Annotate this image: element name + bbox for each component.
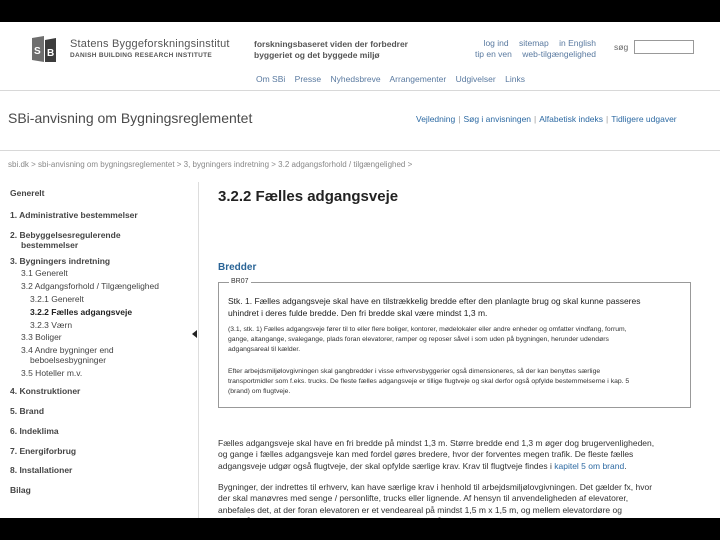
- top-black-bar: [0, 0, 720, 22]
- utility-links-row-1: [450, 38, 596, 49]
- org-name: Statens Byggeforskningsinstitut: [70, 38, 230, 50]
- sidebar-item-5[interactable]: 5. Brand: [10, 406, 45, 416]
- separator: |: [534, 114, 537, 124]
- org-subtitle: DANISH BUILDING RESEARCH INSTITUTE: [70, 52, 213, 59]
- note-line: Efter arbejdsmiljølovgivningen skal gangbredder i visse erhvervsbyggerier også dimensioneres, så der kan benyttes særlige: [228, 368, 601, 375]
- requirement-note: [228, 367, 684, 397]
- sbi-logo[interactable]: [30, 34, 58, 64]
- current-page-arrow-icon: [192, 330, 197, 338]
- note-line: (brand) om flugtveje.: [228, 388, 291, 395]
- nav-newsletters-link[interactable]: Nyhedsbreve: [330, 74, 381, 84]
- sidebar-item-3-3[interactable]: 3.3 Boliger: [21, 332, 62, 342]
- browser-page: [0, 22, 720, 518]
- guide-link-earlier-editions[interactable]: Tidligere udgaver: [611, 114, 677, 124]
- sidebar-item-3[interactable]: 3. Bygningers indretning: [10, 256, 111, 266]
- sidebar-item-4[interactable]: 4. Konstruktioner: [10, 386, 81, 396]
- nav-publications-link[interactable]: Udgivelser: [455, 74, 496, 84]
- sidebar-item-8[interactable]: 8. Installationer: [10, 465, 73, 475]
- paragraph-line: [218, 461, 696, 472]
- separator: |: [458, 114, 461, 124]
- sidebar-item-3-4-cont[interactable]: beboelsesbygninger: [30, 355, 107, 365]
- nav-links-link[interactable]: Links: [505, 74, 525, 84]
- top-navigation: [256, 74, 532, 84]
- paragraph-text: adgangsveje udgør også flugtveje, der skal opfylde særlige krav. Krav til flugtveje findes i: [218, 460, 555, 471]
- guide-navigation: [416, 114, 677, 124]
- nav-press-link[interactable]: Presse: [294, 74, 322, 84]
- sidebar-item-3-5[interactable]: 3.5 Hoteller m.v.: [21, 368, 83, 378]
- paragraph-line: og gange i fælles adgangsveje kan med fordel gøres bredere, hvor der forventes megen trafik. De fleste fælles: [218, 449, 634, 460]
- sidebar-item-2[interactable]: 2. Bebyggelsesregulerende: [10, 230, 121, 240]
- nav-events-link[interactable]: Arrangementer: [389, 74, 447, 84]
- sidebar-item-3-2-2[interactable]: 3.2.2 Fælles adgangsveje: [30, 307, 133, 317]
- note-line: (3.1, stk. 1) Fælles adgangsveje fører til to eller flere boliger, kontorer, mødelokaler eller andre enheder og omfatter vindfang, forrum,: [228, 326, 627, 333]
- tell-a-friend-link[interactable]: tip en ven: [475, 49, 512, 59]
- utility-links-row-2: [450, 49, 596, 60]
- nav-about-link[interactable]: Om SBi: [256, 74, 286, 84]
- sidebar-item-6[interactable]: 6. Indeklima: [10, 426, 59, 436]
- note-line: transportmidler som f.eks. trucks. De fleste fælles adgangsveje er tillige flugtveje og skal derfor også opfylde bestemmelserne i kap. 5: [228, 378, 630, 385]
- svg-text:S: S: [34, 46, 41, 57]
- subsection-heading: Bredder: [218, 262, 257, 273]
- guide-link-index[interactable]: Alfabetisk indeks: [539, 114, 604, 124]
- paragraph-text: .: [624, 460, 627, 471]
- page-title: SBi-anvisning om Bygningsreglementet: [8, 110, 253, 126]
- tagline-line: forskningsbaseret viden der forbedrer: [254, 39, 408, 49]
- section-heading: 3.2.2 Fælles adgangsveje: [218, 188, 399, 205]
- accessibility-link[interactable]: web-tilgængelighed: [522, 49, 596, 59]
- paragraph-line: anbefales det, at der foran elevatoren er et vendeareal på mindst 1,5 m x 1,5 m, og mellem elevatordøre og: [218, 504, 622, 515]
- requirement-line: Stk. 1. Fælles adgangsveje skal have en tilstrækkelig bredde efter den planlagte brug og skal kunne passeres: [228, 296, 641, 306]
- requirement-text: [228, 295, 683, 319]
- requirement-note: [228, 325, 684, 355]
- sidebar-item-1[interactable]: 1. Administrative bestemmelser: [10, 210, 138, 220]
- breadcrumb[interactable]: sbi.dk > sbi-anvisning om bygningsreglementet > 3, bygningers indretning > 3.2 adgangsforhold / tilgængelighed >: [8, 160, 413, 169]
- note-line: adgangsareal til kælder.: [228, 346, 301, 353]
- note-line: gange, altangange, svalegange, plads foran elevatorer, ramper og reposer såvel i som uden på bygningen, herunder udendørs: [228, 336, 609, 343]
- paragraph-line: Bygninger, der indrettes til erhverv, kan have særlige krav i henhold til arbejdsmiljølovgivningen. Det gælder fx, hvor: [218, 482, 653, 492]
- divider: [0, 90, 720, 91]
- sidebar-item-2-cont[interactable]: bestemmelser: [21, 240, 79, 250]
- sidebar: [0, 182, 200, 522]
- svg-text:B: B: [47, 48, 55, 59]
- sidebar-item-3-2-3[interactable]: 3.2.3 Værn: [30, 320, 73, 330]
- paragraph-line: der skal manøvres med senge / personlifte, trucks eller lignende. Af hensyn til anvendeligheden af elevatorer,: [218, 493, 629, 504]
- chapter-5-link[interactable]: kapitel 5 om brand: [554, 460, 625, 471]
- login-link[interactable]: log ind: [483, 38, 509, 48]
- search-label: søg: [614, 42, 629, 52]
- english-link[interactable]: in English: [559, 38, 596, 48]
- sidebar-item-3-2-1[interactable]: 3.2.1 Generelt: [30, 294, 84, 304]
- sitemap-link[interactable]: sitemap: [519, 38, 549, 48]
- sidebar-item-7[interactable]: 7. Energiforbrug: [10, 446, 77, 456]
- search-input[interactable]: [634, 40, 694, 54]
- requirement-box: [218, 278, 691, 408]
- requirement-line: uhindret i deres fulde bredde. Den fri bredde skal være mindst 1,3 m.: [228, 308, 488, 318]
- tagline: [254, 39, 408, 61]
- sidebar-item-generelt[interactable]: Generelt: [10, 188, 45, 198]
- paragraph-line: Fælles adgangsveje skal have en fri bredde på mindst 1,3 m. Større bredde end 1,3 m øger dog brugervenligheden,: [218, 438, 655, 448]
- divider: [0, 150, 720, 151]
- tagline-line: byggeriet og det byggede miljø: [254, 50, 380, 60]
- sidebar-item-3-1[interactable]: 3.1 Generelt: [21, 268, 68, 278]
- requirement-id: BR07: [231, 278, 249, 285]
- utility-links: [450, 38, 596, 60]
- sidebar-item-3-4[interactable]: 3.4 Andre bygninger end: [21, 345, 114, 355]
- sidebar-item-bilag[interactable]: Bilag: [10, 485, 31, 495]
- sidebar-item-3-2[interactable]: 3.2 Adgangsforhold / Tilgængelighed: [21, 281, 159, 291]
- guidance-paragraph: [218, 438, 696, 472]
- guide-link-vejledning[interactable]: Vejledning: [416, 114, 456, 124]
- separator: |: [606, 114, 609, 124]
- sidebar-divider: [198, 182, 199, 522]
- guide-link-search[interactable]: Søg i anvisningen: [463, 114, 532, 124]
- bottom-black-bar: [0, 518, 720, 540]
